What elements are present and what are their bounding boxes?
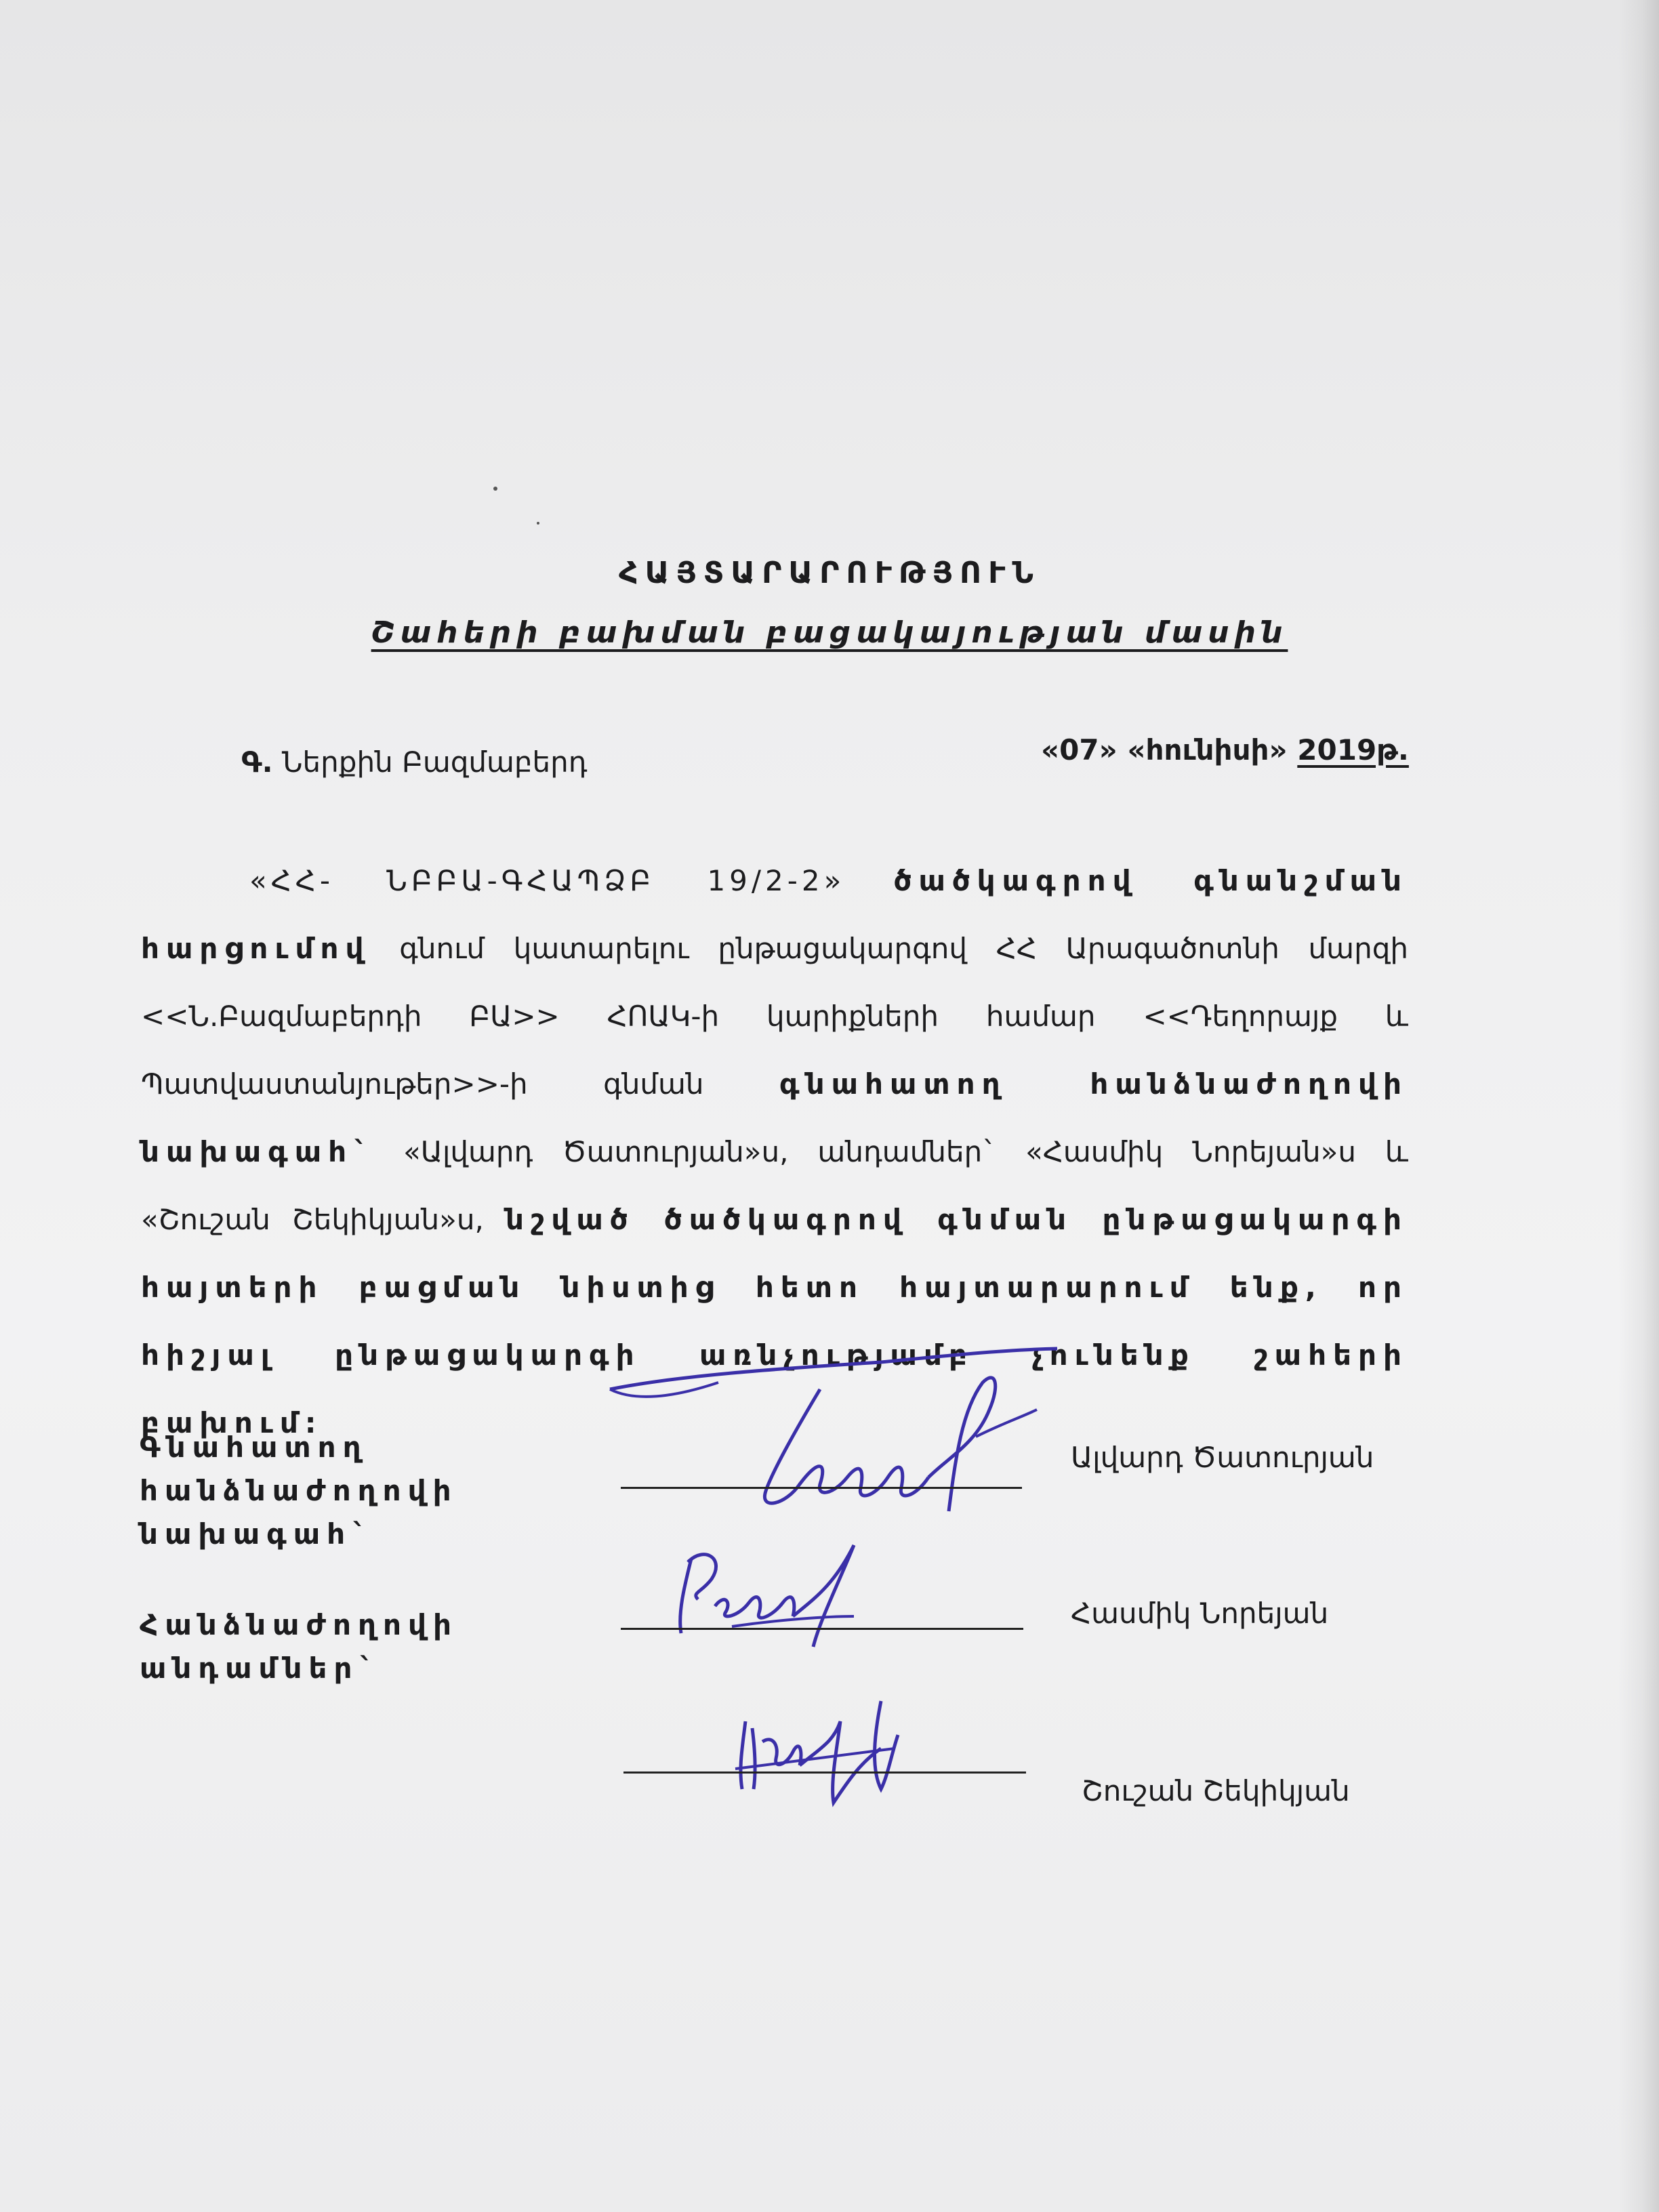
signature-chair — [596, 1335, 1071, 1538]
document-date — [1041, 733, 1409, 766]
signature-line-member-2 — [623, 1771, 1026, 1774]
page-edge-shadow — [1618, 0, 1659, 2212]
body-part-statement: նշված ծածկագրով գնման ընթացակարգի հայտերի բացման նիստից հետո հայտարարում ենք, որ — [141, 1203, 1408, 1304]
members-role-line: անդամներ` — [140, 1652, 380, 1685]
place-prefix: Գ. — [241, 745, 273, 779]
date-year: 2019թ. — [1297, 733, 1409, 766]
signature-line-member-1 — [621, 1628, 1023, 1630]
body-part-procedure: գնում կատարելու ընթացակարգով ՀՀ Արագածոտնի մարզի <<Ն.Բազմաբերդի ԲԱ>> ՀՈԱԿ-ի կարիքների համար <<Դեղորայք և Պատվաստանյութեր>>-ի գնման — [141, 932, 1408, 1101]
signature-line-chair — [621, 1487, 1022, 1489]
members-role-label — [140, 1603, 458, 1690]
body-part-conclusion: հիշյալ ընթացակարգի առնչությամբ չունենք շահերի բախում: — [141, 1338, 1408, 1439]
chair-role-line: նախագահ` — [140, 1517, 373, 1551]
chair-role-line: Գնահատող — [140, 1431, 368, 1464]
body-part-chair: գնահատող հանձնաժողովի նախագահ` — [141, 1067, 1408, 1168]
signature-member-1 — [651, 1518, 922, 1654]
signatory-name: Շուշան Շեկիկյան — [1082, 1774, 1350, 1807]
document-subtitle: Շահերի բախման բացակայության մասին — [371, 615, 1288, 650]
body-part-code-phrase: ծածկագրով գնանշման հարցումով — [141, 864, 1408, 965]
body-part-members: «Ալվարդ Ծատուրյան»ս, անդամներ` «Հասմիկ Նորեյան»ս և «Շուշան Շեկիկյան»ս, — [141, 1135, 1408, 1236]
procurement-code: «ՀՀ- ՆԲԲԱ-ԳՀԱՊՁԲ 19/2-2» — [249, 864, 846, 897]
signatory-name: Հասմիկ Նորեյան — [1071, 1597, 1329, 1630]
members-role-line: Հանձնաժողովի — [140, 1608, 458, 1641]
place-name: Ներքին Բազմաբերդ — [281, 745, 588, 779]
document-title: ՀԱՅՏԱՐԱՐՈՒԹՅՈՒՆ — [619, 556, 1040, 590]
chair-role-line: հանձնաժողովի — [140, 1474, 458, 1507]
signature-member-2 — [718, 1681, 989, 1816]
place-line — [241, 745, 588, 779]
chair-role-label — [140, 1426, 458, 1556]
paper-speck — [493, 487, 497, 491]
paper-speck — [537, 522, 539, 525]
signatory-name: Ալվարդ Ծատուրյան — [1071, 1441, 1374, 1474]
date-day-month: «07» «հունիսի» — [1041, 733, 1288, 766]
